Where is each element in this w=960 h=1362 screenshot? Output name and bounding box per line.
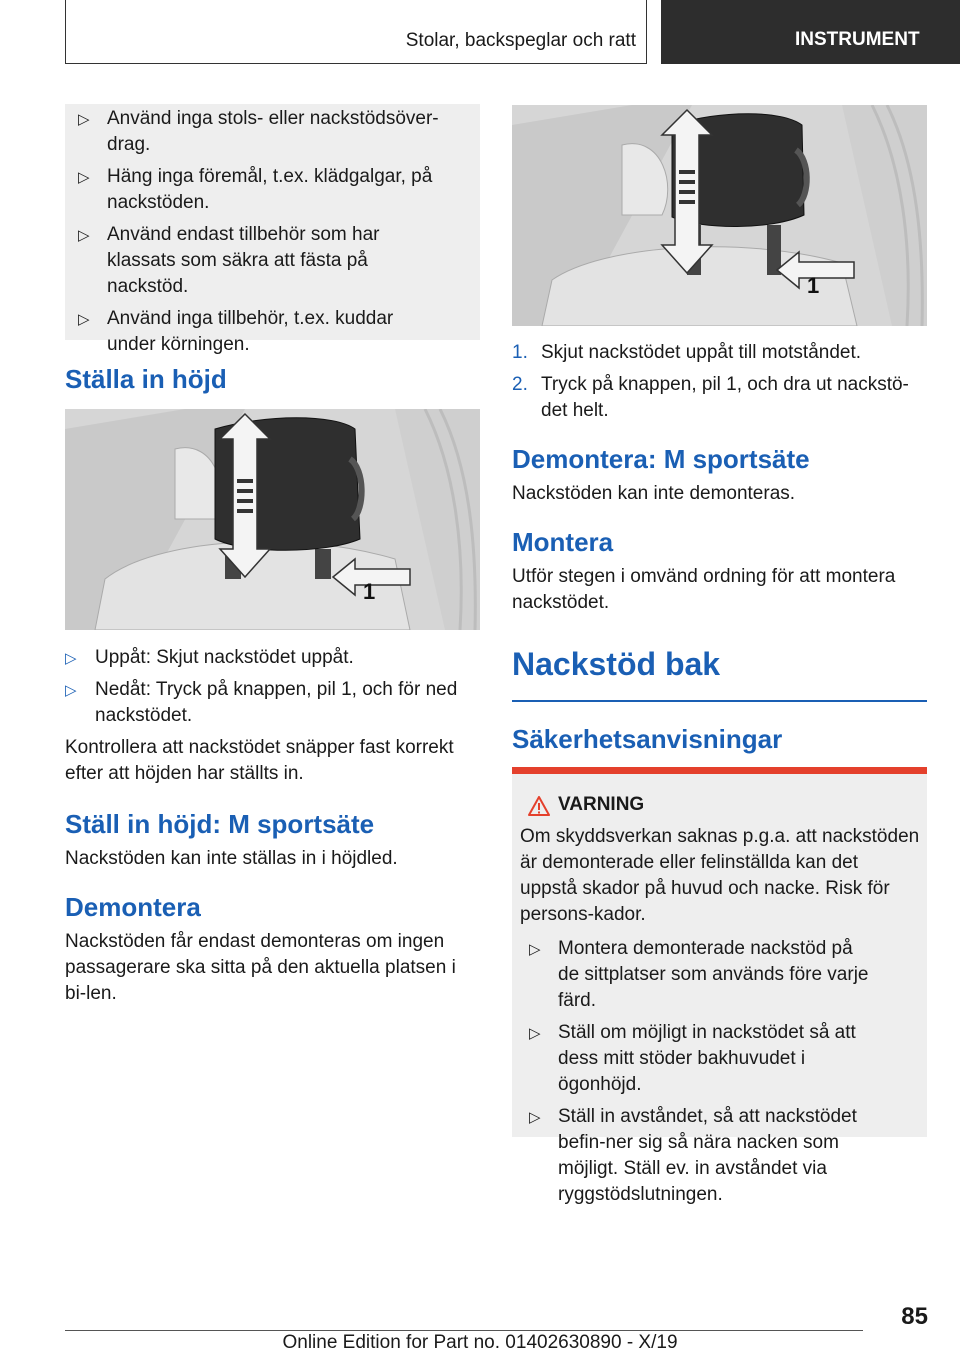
warning-triangle-icon — [528, 796, 550, 816]
figure-callout-label: 1 — [807, 273, 820, 298]
warning-text: Om skyddsverkan saknas p.g.a. att nackstöden är demonterade eller felinställda kan det uppstå skador på huvud och nacke. Risk för persons-kador. — [520, 826, 920, 925]
height-steps-list — [65, 645, 480, 729]
section-heading-m-sport: Ställ in höjd: M sportsäte — [65, 809, 375, 839]
list-item: ▷ Ställ om möjligt in nackstödet så att dess mitt stöder bakhuvudet i ögonhöjd. — [529, 1022, 856, 1095]
heading-underline — [512, 700, 927, 702]
footer-divider — [65, 1330, 863, 1331]
remove-paragraph: Nackstöden får endast demonteras om ingen passagerare ska sitta på den aktuella platsen i bi-len. — [65, 931, 456, 1004]
mount-paragraph: Utför stegen i omvänd ordning för att montera nackstödet. — [512, 566, 896, 613]
list-item: ▷ Använd inga tillbehör, t.ex. kuddar under körningen. — [78, 308, 394, 355]
triangle-bullet-icon: ▷ — [529, 941, 541, 958]
removal-steps-list — [512, 340, 927, 424]
section-heading-remove-m: Demontera: M sportsäte — [512, 444, 810, 474]
section-heading-height: Ställa in höjd — [65, 364, 227, 394]
list-item: 2. Tryck på knappen, pil 1, och dra ut nackstö-det helt. — [512, 374, 909, 421]
header-section-title: Stolar, backspeglar och ratt — [405, 30, 636, 51]
triangle-bullet-icon: ▷ — [78, 111, 90, 128]
m-sport-paragraph: Nackstöden kan inte ställas in i höjdled. — [65, 848, 398, 869]
triangle-bullet-icon: ▷ — [65, 650, 77, 667]
headrest-height-illustration — [65, 409, 480, 630]
section-heading-safety: Säkerhetsanvisningar — [512, 724, 783, 754]
headrest-diagram — [65, 409, 480, 630]
figure-callout-label: 1 — [363, 579, 376, 604]
triangle-bullet-icon: ▷ — [78, 227, 90, 244]
edition-footer: Online Edition for Part no. 01402630890 - X/19 — [282, 1332, 678, 1353]
warning-title: VARNING — [558, 794, 645, 815]
safety-notes-box — [65, 104, 480, 355]
triangle-bullet-icon: ▷ — [78, 169, 90, 186]
list-item: ▷ Nedåt: Tryck på knappen, pil 1, och för ned nackstödet. — [65, 679, 458, 726]
list-item: ▷ Uppåt: Skjut nackstödet uppåt. — [65, 645, 480, 671]
headrest-diagram — [512, 105, 927, 326]
section-heading-mount: Montera — [512, 527, 614, 557]
triangle-bullet-icon: ▷ — [65, 682, 77, 699]
headrest-removal-illustration — [512, 105, 927, 326]
remove-m-paragraph: Nackstöden kan inte demonteras. — [512, 483, 796, 504]
page-number: 85 — [901, 1303, 928, 1330]
triangle-bullet-icon: ▷ — [78, 311, 90, 328]
header-chapter-tab[interactable]: INSTRUMENT — [661, 0, 960, 64]
list-item: ▷ Ställ in avståndet, så att nackstödet befin-ner sig så nära nacken som möjligt. Ställ ev. in avståndet via ryggstödslutningen. — [529, 1106, 857, 1205]
list-item: ▷ Använd inga stols- eller nackstödsöver-drag. — [78, 108, 439, 155]
list-item: ▷ Häng inga föremål, t.ex. klädgalgar, på nackstöden. — [78, 166, 433, 213]
warning-list — [516, 936, 876, 1208]
list-item: ▷ Använd endast tillbehör som har klassats som säkra att fästa på nackstöd. — [78, 224, 380, 297]
height-paragraph: Kontrollera att nackstödet snäpper fast korrekt efter att höjden har ställts in. — [65, 737, 454, 784]
safety-list — [65, 104, 445, 358]
section-heading-rear: Nackstöd bak — [512, 646, 721, 682]
section-heading-remove: Demontera — [65, 892, 201, 922]
triangle-bullet-icon: ▷ — [529, 1025, 541, 1042]
list-item: 1. Skjut nackstödet uppåt till motståndet. — [512, 342, 862, 363]
warning-bar — [512, 767, 927, 774]
warning-box — [512, 774, 927, 1205]
triangle-bullet-icon: ▷ — [529, 1109, 541, 1126]
warning-title-row — [520, 794, 919, 820]
list-item: ▷ Montera demonterade nackstöd på de sittplatser som används före varje färd. — [529, 938, 869, 1011]
